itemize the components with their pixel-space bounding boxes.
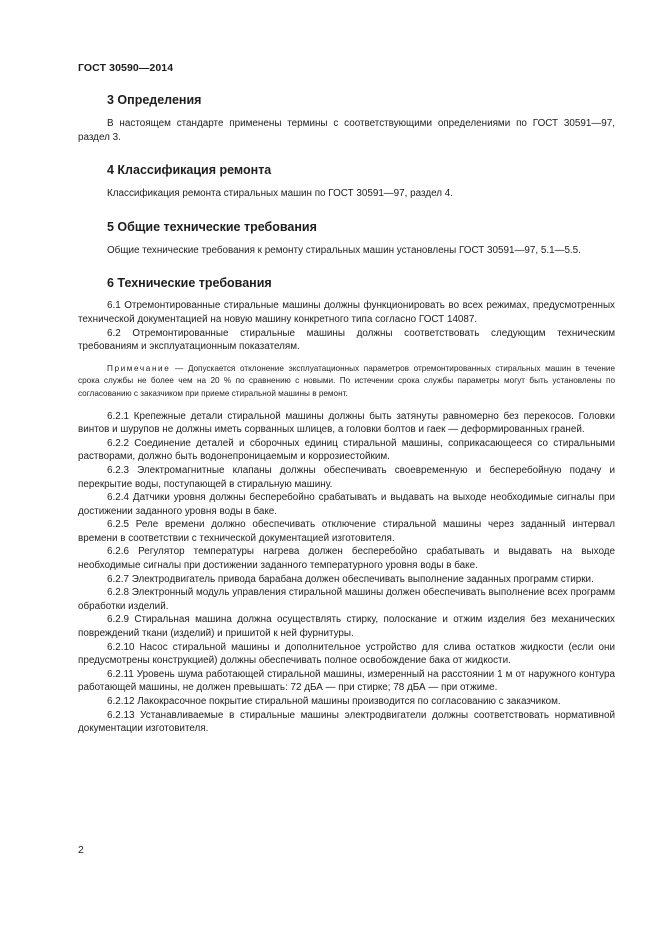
document-body bbox=[78, 93, 615, 755]
section-heading: 6 Технические требования bbox=[107, 276, 272, 291]
section-heading: 3 Определения bbox=[107, 93, 202, 107]
item-6-2-3: 6.2.3 Электромагнитные клапаны должны обеспечивать своевременную и бесперебойную подачу и перекрытие воды, поступающей в стиральную машину. bbox=[78, 464, 615, 490]
paragraph: Классификация ремонта стиральных машин по ГОСТ 30591—97, раздел 4. bbox=[107, 188, 454, 200]
item-6-2-8: 6.2.8 Электронный модуль управления стиральной машины должен обеспечивать выполнение всех программ обработки изделий. bbox=[78, 587, 615, 612]
item-6-2-1: 6.2.1 Крепежные детали стиральной машины должны быть затянуты равномерно без перекосов. Головки винтов и шурупов не должны иметь сорванных шлицев, а головки болтов и гаек — деформированных граней. bbox=[78, 410, 615, 436]
item-6-2-7: 6.2.7 Электродвигатель привода барабана должен обеспечивать выполнение заданных программ стирки. bbox=[107, 573, 594, 585]
section-3 bbox=[78, 93, 615, 144]
item-6-2-9: 6.2.9 Стиральная машина должна осуществлять стирку, полоскание и отжим изделия без механических повреждений ткани (изделий) и пришитой к ней фурнитуры. bbox=[78, 614, 615, 640]
item-6-2-10: 6.2.10 Насос стиральной машины и дополнительное устройство для слива остатков жидкости (если они предусмотрены конструкцией) должны обеспечивать полное освобождение бака от жидкости. bbox=[78, 641, 615, 667]
note bbox=[78, 363, 615, 401]
note-label: Примечание bbox=[107, 363, 171, 373]
item-6-2-11: 6.2.11 Уровень шума работающей стиральной машины, измеренный на расстоянии 1 м от наружного контура работающей машины, не должен превышать: 72 дБА — при стирке; 78 дБА — при отжиме. bbox=[78, 668, 615, 694]
paragraph: В настоящем стандарте применены термины с соответствующими определениями по ГОСТ 30591—97, раздел 3. bbox=[78, 118, 615, 143]
section-heading: 4 Классификация ремонта bbox=[107, 163, 272, 178]
item-6-2-4: 6.2.4 Датчики уровня должны бесперебойно срабатывать и выдавать на выходе необходимые сигналы при достижении заданного уровня воды в баке. bbox=[78, 492, 615, 517]
paragraph-6-2: 6.2 Отремонтированные стиральные машины должны соответствовать следующим техническим требованиям и эксплуатационным показателям. bbox=[78, 327, 615, 353]
item-6-2-6: 6.2.6 Регулятор температуры нагрева должен бесперебойно срабатывать и выдавать на выходе необходимые сигналы при достижении заданного температурного уровня воды в баке. bbox=[78, 546, 615, 572]
section-heading: 5 Общие технические требования bbox=[107, 219, 317, 234]
section-6 bbox=[78, 276, 615, 735]
paragraph-6-1: 6.1 Отремонтированные стиральные машины должны функционировать во всех режимах, предусмотренных технической документацией на новую машину конкретного типа согласно ГОСТ 14087. bbox=[78, 300, 615, 325]
page-number: 2 bbox=[78, 844, 84, 856]
note-text: — Допускается отклонение эксплуатационных параметров отремонтированных стиральных машин в течение срока службы не более чем на 20 % по сравнению с новыми. По истечении срока службы параметры могут быть установлены по согласованию с заказчиком при приеме стиральной машины в ремонт. bbox=[78, 363, 615, 398]
paragraph: Общие технические требования к ремонту стиральных машин установлены ГОСТ 30591—97, 5.1—5.5. bbox=[107, 244, 581, 256]
section-5 bbox=[78, 220, 615, 258]
item-6-2-12: 6.2.12 Лакокрасочное покрытие стиральной машины производится по согласованию с заказчиком. bbox=[107, 696, 561, 707]
item-6-2-13: 6.2.13 Устанавливаемые в стиральные машины электродвигатели должны соответствовать нормативной документации изготовителя. bbox=[78, 709, 615, 735]
section-4 bbox=[78, 163, 615, 201]
item-6-2-2: 6.2.2 Соединение деталей и сборочных единиц стиральной машины, соприкасающееся со стиральными растворами, должно быть водонепроницаемым и коррозиестойким. bbox=[78, 437, 615, 463]
standard-code: ГОСТ 30590—2014 bbox=[78, 62, 174, 74]
item-6-2-5: 6.2.5 Реле времени должно обеспечивать отключение стиральной машины через заданный интервал времени в соответствии с технической документацией изготовителя. bbox=[78, 519, 615, 544]
